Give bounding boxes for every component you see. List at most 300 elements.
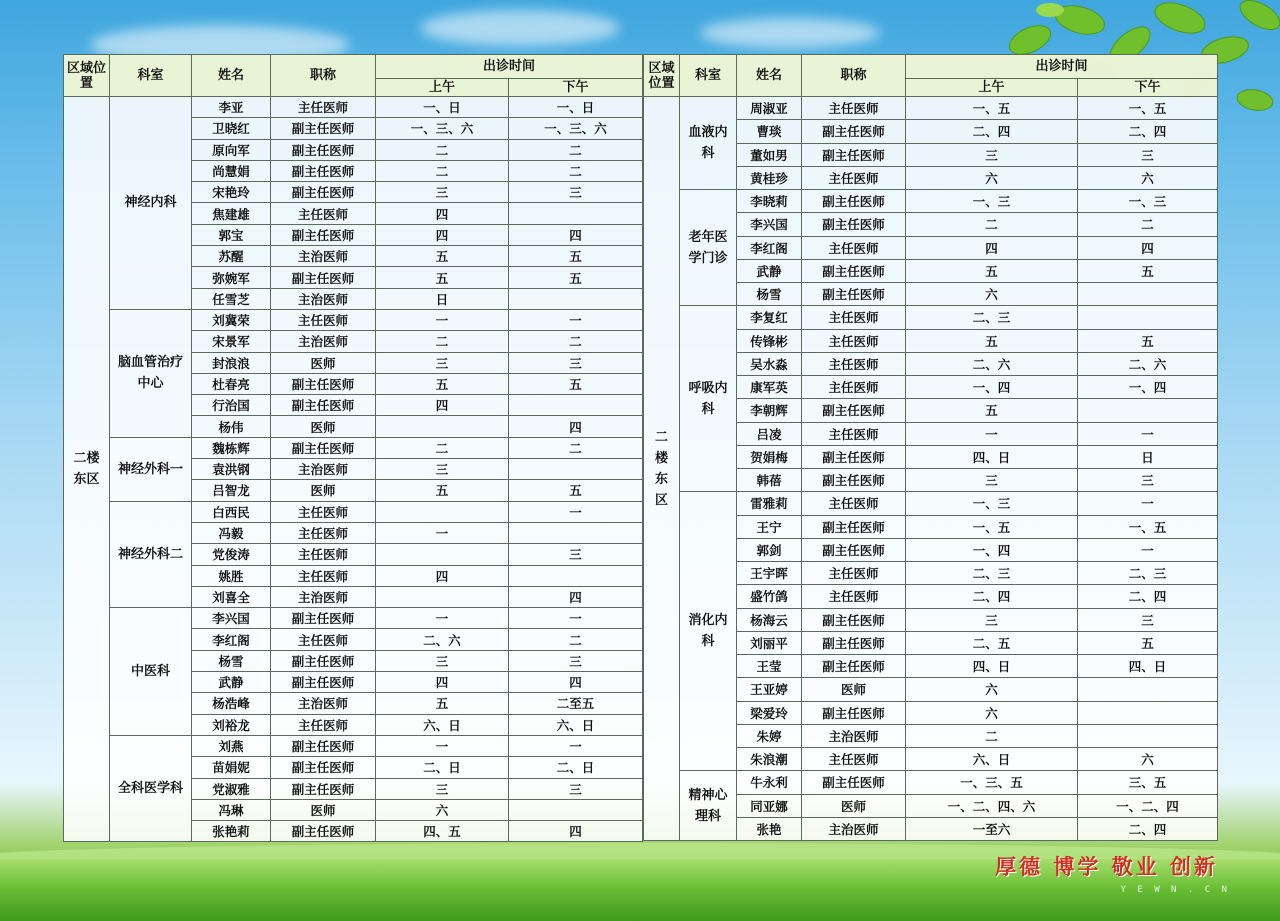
doctor-title: 主治医师 <box>271 331 376 352</box>
am-slot: 五 <box>906 259 1078 282</box>
doctor-title: 主任医师 <box>802 329 906 352</box>
doctor-name: 周淑亚 <box>737 97 802 120</box>
doctor-title: 副主任医师 <box>271 224 376 245</box>
am-slot: 二、日 <box>376 757 509 778</box>
watermark: Y E W N . C N <box>1120 885 1230 895</box>
doctor-name: 李复红 <box>737 306 802 329</box>
dept-cell: 老年医学门诊 <box>680 190 737 306</box>
am-slot: 二、五 <box>906 631 1078 654</box>
am-slot: 二、六 <box>376 629 509 650</box>
doctor-name: 李红阁 <box>192 629 271 650</box>
am-slot: 二 <box>376 139 509 160</box>
am-slot: 六 <box>906 701 1078 724</box>
pm-slot: 四 <box>1078 236 1218 259</box>
am-slot: 三 <box>906 469 1078 492</box>
doctor-name: 刘喜全 <box>192 586 271 607</box>
doctor-name: 杨雪 <box>737 283 802 306</box>
am-slot: 五 <box>376 693 509 714</box>
doctor-name: 朱浪潮 <box>737 748 802 771</box>
pm-slot <box>1078 678 1218 701</box>
pm-slot <box>1078 283 1218 306</box>
doctor-title: 副主任医师 <box>802 399 906 422</box>
doctor-name: 朱婷 <box>737 724 802 747</box>
doctor-name: 刘冀荣 <box>192 309 271 330</box>
doctor-title: 副主任医师 <box>271 757 376 778</box>
am-slot: 六 <box>906 283 1078 306</box>
doctor-title: 副主任医师 <box>802 515 906 538</box>
header-am: 上午 <box>376 79 509 97</box>
pm-slot: 五 <box>509 267 643 288</box>
pm-slot: 三 <box>509 778 643 799</box>
doctor-name: 姚胜 <box>192 565 271 586</box>
pm-slot <box>509 395 643 416</box>
doctor-name: 梁爱玲 <box>737 701 802 724</box>
doctor-title: 副主任医师 <box>271 118 376 139</box>
am-slot: 四 <box>376 203 509 224</box>
pm-slot: 二、四 <box>1078 817 1218 840</box>
doctor-title: 副主任医师 <box>802 608 906 631</box>
doctor-row <box>64 501 643 522</box>
am-slot <box>376 544 509 565</box>
doctor-name: 冯毅 <box>192 522 271 543</box>
doctor-title: 主任医师 <box>802 97 906 120</box>
doctor-name: 魏栋辉 <box>192 437 271 458</box>
doctor-title: 副主任医师 <box>271 608 376 629</box>
doctor-row <box>644 492 1218 515</box>
doctor-title: 副主任医师 <box>802 143 906 166</box>
schedule-table-right <box>643 54 1218 841</box>
pm-slot: 二 <box>509 437 643 458</box>
am-slot: 六、日 <box>376 714 509 735</box>
doctor-name: 黄桂珍 <box>737 166 802 189</box>
am-slot: 一、三、六 <box>376 118 509 139</box>
doctor-name: 李晓莉 <box>737 190 802 213</box>
am-slot: 六、日 <box>906 748 1078 771</box>
doctor-name: 杜春亮 <box>192 373 271 394</box>
doctor-name: 党俊涛 <box>192 544 271 565</box>
doctor-title: 主任医师 <box>802 585 906 608</box>
pm-slot <box>509 203 643 224</box>
am-slot: 五 <box>376 246 509 267</box>
doctor-title: 副主任医师 <box>802 259 906 282</box>
doctor-title: 副主任医师 <box>802 120 906 143</box>
doctor-title: 副主任医师 <box>271 139 376 160</box>
pm-slot: 四 <box>509 821 643 842</box>
header-dept: 科室 <box>680 55 737 97</box>
am-slot: 一、五 <box>906 515 1078 538</box>
doctor-title: 医师 <box>271 799 376 820</box>
dept-cell: 神经外科二 <box>110 501 192 607</box>
pm-slot <box>1078 701 1218 724</box>
pm-slot: 三 <box>509 650 643 671</box>
pm-slot: 三 <box>1078 143 1218 166</box>
doctor-title: 主任医师 <box>271 97 376 118</box>
dept-cell: 全科医学科 <box>110 735 192 841</box>
am-slot: 二 <box>906 213 1078 236</box>
doctor-title: 主任医师 <box>271 522 376 543</box>
doctor-row <box>64 309 643 330</box>
pm-slot: 六 <box>1078 166 1218 189</box>
slogan: 厚德 博学 敬业 创新 <box>995 854 1218 879</box>
doctor-name: 牛永利 <box>737 771 802 794</box>
doctor-name: 贺娟梅 <box>737 445 802 468</box>
am-slot: 二、三 <box>906 562 1078 585</box>
pm-slot: 一、五 <box>1078 97 1218 120</box>
header-area: 区域位置 <box>644 55 680 97</box>
am-slot: 一、三 <box>906 190 1078 213</box>
doctor-name: 吴水淼 <box>737 352 802 375</box>
doctor-name: 苗娟妮 <box>192 757 271 778</box>
doctor-name: 李亚 <box>192 97 271 118</box>
doctor-title: 副主任医师 <box>802 701 906 724</box>
doctor-title: 副主任医师 <box>271 437 376 458</box>
am-slot: 二 <box>376 160 509 181</box>
doctor-title: 副主任医师 <box>802 283 906 306</box>
am-slot: 一、三 <box>906 492 1078 515</box>
doctor-name: 封浪浪 <box>192 352 271 373</box>
am-slot: 一 <box>376 522 509 543</box>
am-slot: 三 <box>376 778 509 799</box>
doctor-name: 同亚娜 <box>737 794 802 817</box>
pm-slot: 一 <box>509 501 643 522</box>
doctor-name: 吕智龙 <box>192 480 271 501</box>
doctor-title: 副主任医师 <box>802 213 906 236</box>
dept-cell: 呼吸内科 <box>680 306 737 492</box>
doctor-name: 王莹 <box>737 655 802 678</box>
doctor-row <box>64 97 643 118</box>
am-slot <box>376 586 509 607</box>
pm-slot: 一、三 <box>1078 190 1218 213</box>
pm-slot <box>509 459 643 480</box>
doctor-row <box>64 437 643 458</box>
pm-slot: 一 <box>1078 422 1218 445</box>
doctor-name: 刘裕龙 <box>192 714 271 735</box>
am-slot: 三 <box>376 182 509 203</box>
doctor-name: 弥婉军 <box>192 267 271 288</box>
doctor-title: 主任医师 <box>271 565 376 586</box>
pm-slot: 五 <box>1078 329 1218 352</box>
doctor-name: 张艳莉 <box>192 821 271 842</box>
doctor-title: 主任医师 <box>802 236 906 259</box>
am-slot <box>376 416 509 437</box>
pm-slot: 五 <box>509 480 643 501</box>
doctor-name: 刘丽平 <box>737 631 802 654</box>
doctor-row <box>64 608 643 629</box>
am-slot: 一、日 <box>376 97 509 118</box>
schedule-table-left <box>63 54 643 842</box>
doctor-title: 主任医师 <box>802 492 906 515</box>
header-dept: 科室 <box>110 55 192 97</box>
doctor-title: 主治医师 <box>271 459 376 480</box>
doctor-title: 主任医师 <box>802 352 906 375</box>
am-slot <box>376 501 509 522</box>
doctor-name: 白西民 <box>192 501 271 522</box>
pm-slot: 二 <box>509 331 643 352</box>
pm-slot: 三 <box>509 182 643 203</box>
am-slot: 二、四 <box>906 120 1078 143</box>
doctor-title: 副主任医师 <box>271 395 376 416</box>
pm-slot: 二、六 <box>1078 352 1218 375</box>
am-slot: 三 <box>906 608 1078 631</box>
pm-slot: 二 <box>509 629 643 650</box>
pm-slot: 六、日 <box>509 714 643 735</box>
pm-slot: 三、五 <box>1078 771 1218 794</box>
am-slot: 五 <box>906 329 1078 352</box>
area-cell: 二楼东区 <box>644 97 680 841</box>
doctor-name: 李红阁 <box>737 236 802 259</box>
header-am: 上午 <box>906 79 1078 97</box>
am-slot: 三 <box>376 650 509 671</box>
pm-slot <box>509 799 643 820</box>
am-slot: 五 <box>376 267 509 288</box>
doctor-name: 王亚婷 <box>737 678 802 701</box>
am-slot: 三 <box>906 143 1078 166</box>
doctor-name: 宋艳玲 <box>192 182 271 203</box>
doctor-title: 主任医师 <box>802 306 906 329</box>
pm-slot: 四 <box>509 224 643 245</box>
doctor-name: 盛竹鸽 <box>737 585 802 608</box>
am-slot: 六 <box>376 799 509 820</box>
am-slot: 一 <box>906 422 1078 445</box>
doctor-title: 副主任医师 <box>802 771 906 794</box>
doctor-name: 卫晓红 <box>192 118 271 139</box>
pm-slot: 一、三、六 <box>509 118 643 139</box>
doctor-title: 主任医师 <box>802 376 906 399</box>
doctor-title: 医师 <box>802 794 906 817</box>
doctor-title: 主任医师 <box>271 629 376 650</box>
doctor-name: 曹琰 <box>737 120 802 143</box>
pm-slot <box>509 288 643 309</box>
pm-slot: 四 <box>509 586 643 607</box>
dept-cell: 血液内科 <box>680 97 737 190</box>
doctor-row <box>644 306 1218 329</box>
dept-cell: 脑血管治疗中心 <box>110 309 192 437</box>
doctor-title: 副主任医师 <box>271 672 376 693</box>
doctor-title: 副主任医师 <box>802 538 906 561</box>
doctor-name: 康军英 <box>737 376 802 399</box>
pm-slot: 一、四 <box>1078 376 1218 399</box>
pm-slot: 五 <box>509 246 643 267</box>
doctor-name: 韩蓓 <box>737 469 802 492</box>
area-cell: 二楼东区 <box>64 97 110 842</box>
am-slot: 三 <box>376 352 509 373</box>
doctor-title: 副主任医师 <box>802 631 906 654</box>
am-slot: 一至六 <box>906 817 1078 840</box>
am-slot: 六 <box>906 166 1078 189</box>
pm-slot: 二至五 <box>509 693 643 714</box>
pm-slot: 一 <box>1078 538 1218 561</box>
doctor-title: 副主任医师 <box>271 735 376 756</box>
doctor-title: 主治医师 <box>271 586 376 607</box>
doctor-title: 主任医师 <box>802 166 906 189</box>
doctor-row <box>64 735 643 756</box>
doctor-name: 武静 <box>192 672 271 693</box>
pm-slot: 二、日 <box>509 757 643 778</box>
am-slot: 一、四 <box>906 538 1078 561</box>
header-title: 职称 <box>802 55 906 97</box>
am-slot: 六 <box>906 678 1078 701</box>
doctor-row <box>644 97 1218 120</box>
doctor-title: 副主任医师 <box>802 469 906 492</box>
doctor-name: 杨伟 <box>192 416 271 437</box>
doctor-title: 副主任医师 <box>802 190 906 213</box>
doctor-title: 医师 <box>271 416 376 437</box>
pm-slot: 三 <box>509 544 643 565</box>
doctor-name: 刘燕 <box>192 735 271 756</box>
doctor-title: 医师 <box>271 352 376 373</box>
doctor-name: 杨浩峰 <box>192 693 271 714</box>
pm-slot: 三 <box>509 352 643 373</box>
pm-slot <box>1078 724 1218 747</box>
am-slot: 二 <box>376 437 509 458</box>
doctor-name: 杨雪 <box>192 650 271 671</box>
dept-cell: 神经内科 <box>110 97 192 310</box>
am-slot: 五 <box>376 373 509 394</box>
pm-slot: 一、日 <box>509 97 643 118</box>
doctor-name: 传锋彬 <box>737 329 802 352</box>
doctor-title: 主治医师 <box>271 288 376 309</box>
pm-slot: 四 <box>509 672 643 693</box>
doctor-name: 郭剑 <box>737 538 802 561</box>
dept-cell: 精神心理科 <box>680 771 737 841</box>
pm-slot: 一 <box>509 608 643 629</box>
doctor-title: 副主任医师 <box>271 160 376 181</box>
am-slot: 一、二、四、六 <box>906 794 1078 817</box>
pm-slot: 四 <box>509 416 643 437</box>
schedule-body-left <box>64 97 643 842</box>
am-slot: 一、五 <box>906 97 1078 120</box>
pm-slot: 日 <box>1078 445 1218 468</box>
am-slot: 二、三 <box>906 306 1078 329</box>
doctor-name: 李兴国 <box>192 608 271 629</box>
am-slot: 四、日 <box>906 445 1078 468</box>
doctor-title: 主任医师 <box>802 748 906 771</box>
pm-slot: 二 <box>509 160 643 181</box>
doctor-title: 主任医师 <box>271 544 376 565</box>
doctor-name: 杨海云 <box>737 608 802 631</box>
am-slot: 一 <box>376 735 509 756</box>
header-time: 出诊时间 <box>906 55 1218 79</box>
cloud <box>420 10 620 46</box>
doctor-title: 主治医师 <box>271 246 376 267</box>
am-slot: 一 <box>376 309 509 330</box>
am-slot: 日 <box>376 288 509 309</box>
pm-slot: 五 <box>509 373 643 394</box>
header-pm: 下午 <box>509 79 643 97</box>
doctor-title: 副主任医师 <box>271 650 376 671</box>
am-slot: 二 <box>906 724 1078 747</box>
pm-slot: 一 <box>509 735 643 756</box>
doctor-name: 袁洪钢 <box>192 459 271 480</box>
doctor-title: 副主任医师 <box>271 821 376 842</box>
doctor-name: 苏醒 <box>192 246 271 267</box>
pm-slot: 三 <box>1078 608 1218 631</box>
pm-slot: 四、日 <box>1078 655 1218 678</box>
doctor-name: 行治国 <box>192 395 271 416</box>
header-title: 职称 <box>271 55 376 97</box>
pm-slot: 三 <box>1078 469 1218 492</box>
pm-slot <box>1078 399 1218 422</box>
am-slot: 三 <box>376 459 509 480</box>
doctor-name: 郭宝 <box>192 224 271 245</box>
doctor-name: 焦建雄 <box>192 203 271 224</box>
pm-slot <box>1078 306 1218 329</box>
doctor-name: 雷雅莉 <box>737 492 802 515</box>
header-time: 出诊时间 <box>376 55 643 79</box>
doctor-name: 张艳 <box>737 817 802 840</box>
pm-slot: 五 <box>1078 259 1218 282</box>
header-name: 姓名 <box>192 55 271 97</box>
doctor-name: 武静 <box>737 259 802 282</box>
doctor-title: 主任医师 <box>802 422 906 445</box>
doctor-title: 主任医师 <box>271 501 376 522</box>
doctor-name: 党淑雅 <box>192 778 271 799</box>
doctor-name: 尚慧娟 <box>192 160 271 181</box>
am-slot: 一、四 <box>906 376 1078 399</box>
pm-slot: 一 <box>509 309 643 330</box>
am-slot: 四、五 <box>376 821 509 842</box>
dept-cell: 中医科 <box>110 608 192 736</box>
doctor-name: 冯琳 <box>192 799 271 820</box>
am-slot: 一 <box>376 608 509 629</box>
am-slot: 四 <box>376 224 509 245</box>
am-slot: 四、日 <box>906 655 1078 678</box>
doctor-row <box>644 190 1218 213</box>
pm-slot: 二 <box>1078 213 1218 236</box>
header-area: 区域位置 <box>64 55 110 97</box>
doctor-title: 副主任医师 <box>802 445 906 468</box>
pm-slot: 一 <box>1078 492 1218 515</box>
am-slot: 四 <box>906 236 1078 259</box>
doctor-title: 医师 <box>271 480 376 501</box>
header-pm: 下午 <box>1078 79 1218 97</box>
doctor-title: 副主任医师 <box>802 655 906 678</box>
doctor-title: 副主任医师 <box>271 267 376 288</box>
doctor-name: 原向军 <box>192 139 271 160</box>
doctor-name: 王宁 <box>737 515 802 538</box>
doctor-name: 董如男 <box>737 143 802 166</box>
doctor-title: 副主任医师 <box>271 778 376 799</box>
doctor-title: 主治医师 <box>802 724 906 747</box>
pm-slot <box>509 522 643 543</box>
doctor-title: 主任医师 <box>271 714 376 735</box>
doctor-name: 任雪芝 <box>192 288 271 309</box>
am-slot: 四 <box>376 672 509 693</box>
pm-slot: 二 <box>509 139 643 160</box>
pm-slot: 二、三 <box>1078 562 1218 585</box>
doctor-title: 主治医师 <box>802 817 906 840</box>
am-slot: 二、六 <box>906 352 1078 375</box>
pm-slot: 一、二、四 <box>1078 794 1218 817</box>
cloud <box>700 18 880 48</box>
doctor-title: 主任医师 <box>271 203 376 224</box>
am-slot: 五 <box>906 399 1078 422</box>
doctor-name: 吕凌 <box>737 422 802 445</box>
pm-slot: 二、四 <box>1078 120 1218 143</box>
am-slot: 二、四 <box>906 585 1078 608</box>
dept-cell: 消化内科 <box>680 492 737 771</box>
doctor-row <box>644 771 1218 794</box>
am-slot: 一、三、五 <box>906 771 1078 794</box>
pm-slot <box>509 565 643 586</box>
am-slot: 四 <box>376 565 509 586</box>
pm-slot: 一、五 <box>1078 515 1218 538</box>
dept-cell: 神经外科一 <box>110 437 192 501</box>
pm-slot: 五 <box>1078 631 1218 654</box>
pm-slot: 六 <box>1078 748 1218 771</box>
doctor-name: 李朝辉 <box>737 399 802 422</box>
am-slot: 五 <box>376 480 509 501</box>
